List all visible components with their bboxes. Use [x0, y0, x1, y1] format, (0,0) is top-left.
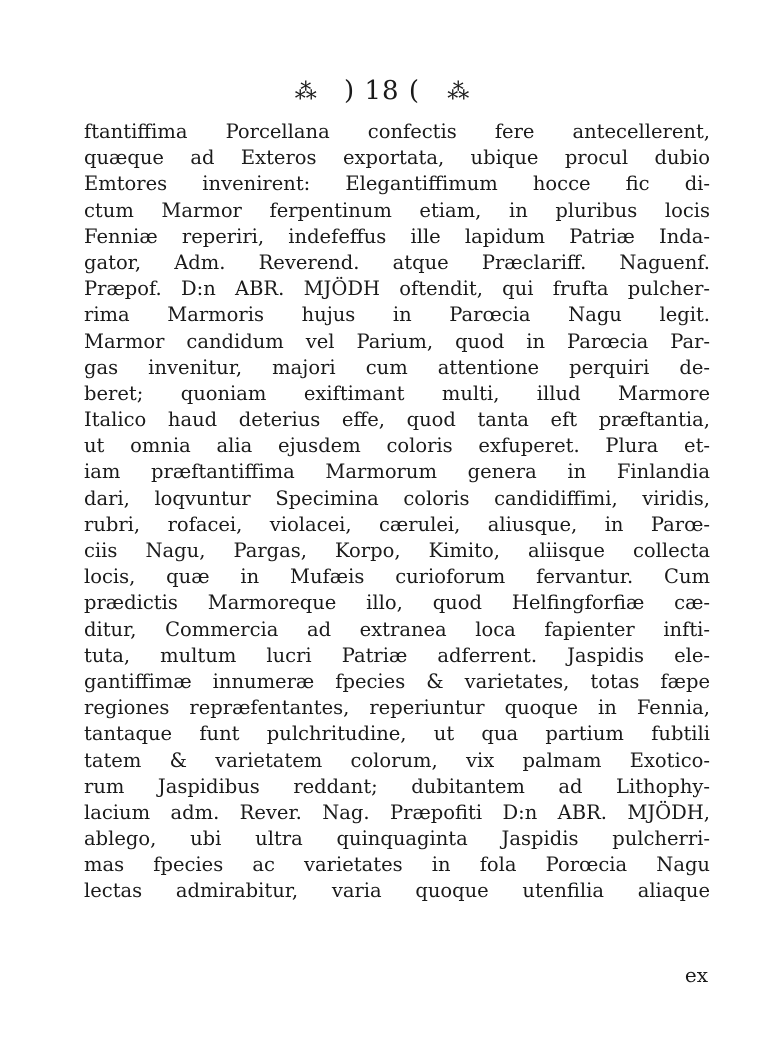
text-line: gantiffimæ innumeræ fpecies & varietates, totas fæpe [84, 669, 710, 693]
text-line: rum Jaspidibus reddant; dubitantem ad Lithophy- [84, 774, 710, 798]
text-line: tatem & varietatem colorum, vix palmam Exotico- [84, 748, 710, 772]
text-line: gator, Adm. Reverend. atque Præclariff. Naguenf. [84, 250, 710, 274]
text-line: Marmor candidum vel Parium, quod in Parœcia Par- [84, 329, 710, 353]
text-line: Præpof. D:n ABR. MJÖDH oftendit, qui frufta pulcher- [84, 277, 710, 301]
text-line: beret; quoniam exiftimant multi, illud Marmore [84, 381, 710, 405]
bracket-right: ( [408, 76, 420, 106]
bracket-left: ) [344, 76, 356, 106]
body-text [84, 119, 710, 905]
text-line: lectas admirabitur, varia quoque utenfilia aliaque [84, 879, 710, 903]
text-line: ciis Nagu, Pargas, Korpo, Kimito, aliisque collecta [84, 539, 710, 562]
ornament-right: ⁂ [447, 80, 470, 105]
text-line: ctum Marmor ferpentinum etiam, in pluribus locis [84, 198, 710, 222]
page-number [344, 76, 420, 106]
text-line: mas fpecies ac varietates in fola Porœcia Nagu [84, 853, 710, 877]
text-line: dari, loqvuntur Specimina coloris candidiffimi, viridis, [84, 486, 710, 510]
running-header [0, 76, 764, 106]
text-line: ditur, Commercia ad extranea loca fapienter infti- [84, 617, 710, 641]
text-line: lacium adm. Rever. Nag. Præpofiti D:n ABR. MJÖDH, [84, 800, 710, 824]
text-line: tantaque funt pulchritudine, ut qua partium fubtili [84, 722, 710, 746]
ornament-left: ⁂ [294, 80, 317, 105]
text-line: iam præftantiffima Marmorum genera in Finlandia [84, 460, 710, 484]
text-line: rubri, rofacei, violacei, cærulei, aliusque, in Parœ- [84, 512, 710, 536]
catchword: ex [684, 963, 708, 987]
text-line: locis, quæ in Mufæis curioforum fervantur. Cum [84, 565, 710, 589]
text-line: Emtores invenirent: Elegantiffimum hocce fic di- [84, 172, 710, 196]
text-line: Fenniæ reperiri, indefeffus ille lapidum Patriæ Inda- [84, 224, 710, 248]
text-line: rima Marmoris hujus in Parœcia Nagu legit. [84, 303, 710, 327]
text-line: regiones repræfentantes, reperiuntur quoque in Fennia, [84, 696, 710, 720]
text-line: ut omnia alia ejusdem coloris exfuperet. Plura et- [84, 434, 710, 458]
text-line: ablego, ubi ultra quinquaginta Jaspidis pulcherri- [84, 827, 710, 851]
text-line: gas invenitur, majori cum attentione perquiri de- [84, 355, 710, 379]
text-line: prædictis Marmoreque illo, quod Helfingforfiæ cæ- [84, 591, 710, 615]
text-line: Italico haud deterius effe, quod tanta eft præftantia, [84, 408, 710, 432]
page-number-value: 18 [364, 76, 400, 106]
text-line: tuta, multum lucri Patriæ adferrent. Jaspidis ele- [84, 643, 710, 667]
text-line: quæque ad Exteros exportata, ubique procul dubio [84, 146, 710, 170]
text-line: ftantiffima Porcellana confectis fere antecellerent, [84, 120, 710, 143]
